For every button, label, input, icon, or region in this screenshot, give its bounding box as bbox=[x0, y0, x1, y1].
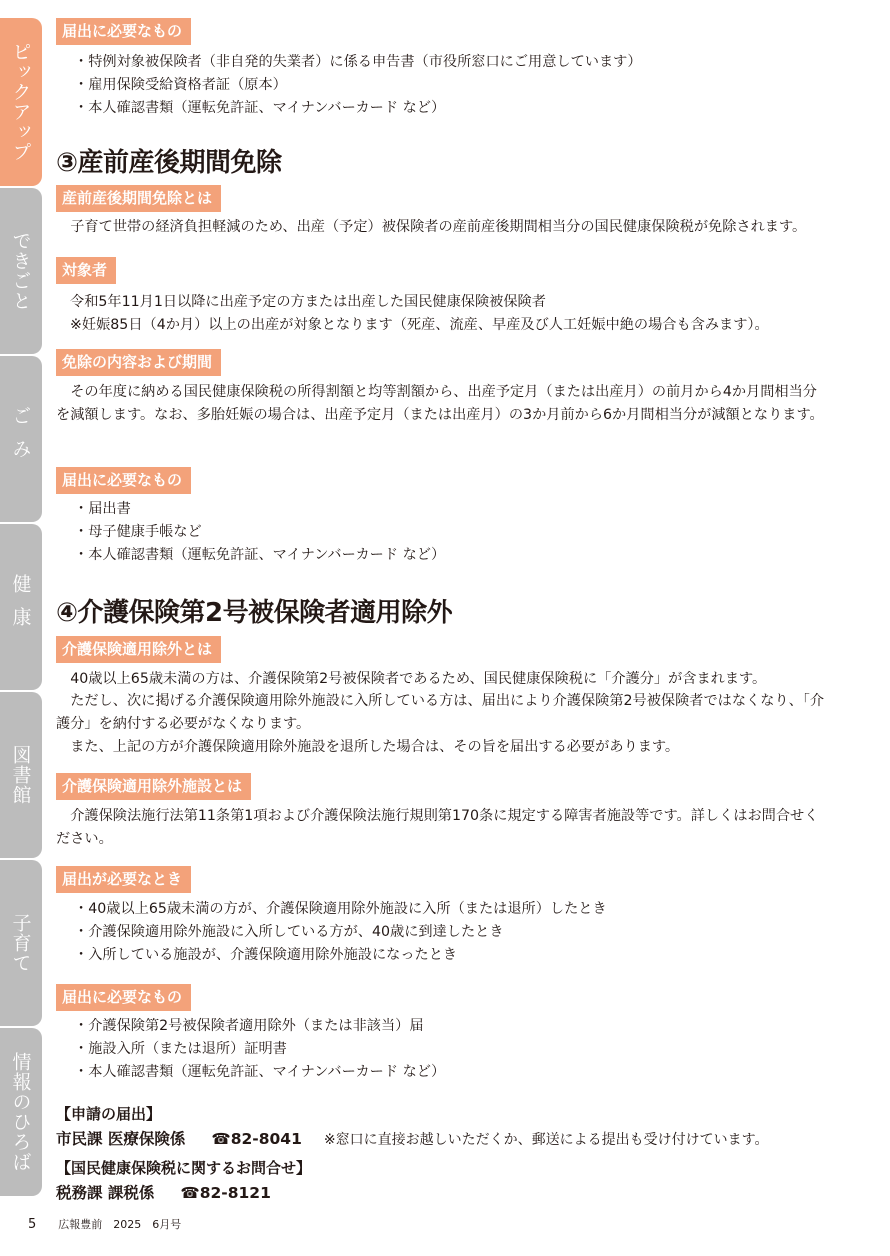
list-item: ・ 本人確認書類（運転免許証、マイナンバーカード など） bbox=[74, 544, 445, 567]
list-item: ・ 本人確認書類（運転免許証、マイナンバーカード など） bbox=[74, 97, 642, 120]
tab-childcare[interactable]: 子育て bbox=[0, 860, 42, 1026]
page-number: 5 bbox=[28, 1217, 37, 1232]
section-label: 免除の内容および期間 bbox=[56, 349, 221, 376]
tab-garbage[interactable]: ごみ bbox=[0, 356, 42, 522]
list-item: ・ 特例対象被保険者（非自発的失業者）に係る申告書（市役所窓口にご用意しています） bbox=[74, 51, 642, 74]
section-label: 産前産後期間免除とは bbox=[56, 185, 221, 212]
section-heading: ④介護保険第2号被保険者適用除外 bbox=[56, 598, 453, 628]
paragraph: その年度に納める国民健康保険税の所得割額と均等割額から、出産予定月（または出産月）の前月から4か月間相当分を減額します。なお、多胎妊娠の場合は、出産予定月（または出産月）の3か月前から6か月間相当分が減額となります。 bbox=[56, 384, 824, 423]
list-item: ・ 届出書 bbox=[74, 498, 445, 521]
target-line: 令和5年11月1日以降に出産予定の方または出産した国民健康保険被保険者 bbox=[70, 294, 546, 310]
section-label: 届出に必要なもの bbox=[56, 18, 191, 45]
list-item: ・ 施設入所（または退所）証明書 bbox=[74, 1038, 445, 1061]
contact-apply bbox=[56, 1127, 768, 1149]
publication-name: 広報豊前 2025 6月号 bbox=[58, 1218, 182, 1231]
section-label: 介護保険適用除外施設とは bbox=[56, 773, 251, 800]
list-item: ・ 介護保険適用除外施設に入所している方が、40歳に到達したとき bbox=[74, 921, 607, 944]
required-docs-list bbox=[74, 1015, 445, 1084]
department: 税務課 課税係 bbox=[56, 1184, 155, 1202]
contact-inquiry bbox=[56, 1181, 271, 1203]
paragraph: また、上記の方が介護保険適用除外施設を退所した場合は、その旨を届出する必要があります。 bbox=[70, 739, 680, 755]
paragraph: 介護保険法施行法第11条第1項および介護保険法施行規則第170条に規定する障害者施設等です。詳しくはお問合せください。 bbox=[56, 808, 819, 847]
tab-info-plaza[interactable]: 情報のひろば bbox=[0, 1028, 42, 1196]
tab-events[interactable]: できごと bbox=[0, 188, 42, 354]
page-footer bbox=[28, 1216, 181, 1232]
required-docs-list bbox=[74, 498, 445, 567]
list-item: ・ 母子健康手帳など bbox=[74, 521, 445, 544]
section-label: 届出に必要なもの bbox=[56, 984, 191, 1011]
paragraph: 40歳以上65歳未満の方は、介護保険第2号被保険者であるため、国民健康保険税に「介護分」が含まれます。 bbox=[70, 671, 767, 687]
section-label: 届出に必要なもの bbox=[56, 467, 191, 494]
phone-number: ☎82-8041 bbox=[211, 1130, 302, 1148]
tab-health[interactable]: 健康 bbox=[0, 524, 42, 690]
list-item: ・ 本人確認書類（運転免許証、マイナンバーカード など） bbox=[74, 1061, 445, 1084]
target-note: ※妊娠85日（4か月）以上の出産が対象となります（死産、流産、早産及び人工妊娠中絶の場合も含みます）。 bbox=[70, 317, 769, 333]
phone-number: ☎82-8121 bbox=[180, 1184, 271, 1202]
section-label: 介護保険適用除外とは bbox=[56, 636, 221, 663]
tab-pickup[interactable]: ピックアップ bbox=[0, 18, 42, 186]
section-label: 届出が必要なとき bbox=[56, 866, 191, 893]
department: 市民課 医療保険係 bbox=[56, 1130, 186, 1148]
list-item: ・ 介護保険第2号被保険者適用除外（または非該当）届 bbox=[74, 1015, 445, 1038]
contact-note: ※窓口に直接お越しいただくか、郵送による提出も受け付けています。 bbox=[323, 1132, 769, 1148]
paragraph: ただし、次に掲げる介護保険適用除外施設に入所している方は、届出により介護保険第2号被保険者ではなくなり、「介護分」を納付する必要がなくなります。 bbox=[56, 693, 825, 732]
section-heading: ③産前産後期間免除 bbox=[56, 148, 282, 178]
tab-library[interactable]: 図書館 bbox=[0, 692, 42, 858]
list-item: ・ 40歳以上65歳未満の方が、介護保険適用除外施設に入所（または退所）したとき bbox=[74, 898, 607, 921]
paragraph: 子育て世帯の経済負担軽減のため、出産（予定）被保険者の産前産後期間相当分の国民健康保険税が免除されます。 bbox=[70, 219, 807, 235]
list-item: ・ 雇用保険受給資格者証（原本） bbox=[74, 74, 642, 97]
contact-title: 【申請の届出】 bbox=[56, 1105, 162, 1123]
list-item: ・ 入所している施設が、介護保険適用除外施設になったとき bbox=[74, 944, 607, 967]
required-docs-list bbox=[74, 51, 642, 120]
section-label: 対象者 bbox=[56, 257, 116, 284]
when-required-list bbox=[74, 898, 607, 967]
contact-title: 【国民健康保険税に関するお問合せ】 bbox=[56, 1159, 312, 1177]
